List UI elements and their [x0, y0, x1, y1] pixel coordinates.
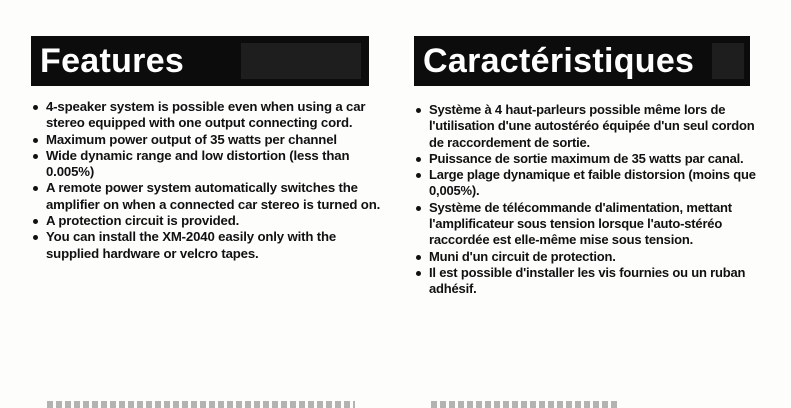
bullet-icon [416, 173, 421, 178]
list-item-text: Maximum power output of 35 watts per channel [46, 131, 337, 147]
bullet-icon [416, 108, 421, 113]
caracteristiques-heading-box [414, 36, 750, 86]
list-item [414, 200, 772, 249]
list-item [31, 229, 386, 262]
bullet-icon [33, 154, 38, 159]
bullet-icon [33, 219, 38, 224]
list-item-text: Il est possible d'installer les vis fournies ou un ruban adhésif. [429, 264, 746, 297]
bullet-icon [416, 271, 421, 276]
bullet-icon [416, 255, 421, 260]
list-item-text: Système de télécommande d'alimentation, mettant l'amplificateur sous tension lorsque l'auto-stéréo raccordée est elle-même mise sous tension. [429, 199, 732, 248]
list-item [31, 213, 386, 229]
list-item [31, 180, 386, 213]
list-item [31, 99, 386, 132]
bullet-icon [33, 186, 38, 191]
list-item-text: Wide dynamic range and low distortion (less than 0.005%) [46, 147, 350, 180]
list-item [414, 167, 772, 200]
list-item [414, 249, 772, 265]
list-item-text: Puissance de sortie maximum de 35 watts par canal. [429, 150, 744, 166]
caracteristiques-section [414, 36, 772, 298]
list-item-text: Large plage dynamique et faible distorsion (moins que 0,005%). [429, 167, 756, 199]
caracteristiques-heading: Caractéristiques [423, 41, 695, 80]
list-item-text: A protection circuit is provided. [46, 213, 240, 229]
bullet-icon [416, 206, 421, 211]
list-item [414, 151, 772, 167]
list-item-text: Muni d'un circuit de protection. [429, 248, 616, 264]
list-item [31, 148, 386, 181]
list-item-text: 4-speaker system is possible even when using a car stereo equipped with one output connecting cord. [46, 99, 366, 131]
cutoff-text-line [431, 401, 619, 408]
features-heading: Features [40, 41, 185, 80]
heading-remnant-decoration [712, 43, 744, 79]
bullet-icon [33, 138, 38, 143]
features-section [31, 36, 386, 262]
caracteristiques-list [414, 102, 772, 298]
features-list [31, 99, 386, 262]
list-item [414, 265, 772, 298]
features-heading-box [31, 36, 369, 86]
bullet-icon [33, 105, 38, 110]
heading-remnant-decoration [241, 43, 361, 79]
list-item-text: You can install the XM-2040 easily only with the supplied hardware or velcro tapes. [46, 229, 337, 261]
list-item-text: Système à 4 haut-parleurs possible même lors de l'utilisation d'une autostéréo équipée d'un seul cordon de raccordement de sortie. [429, 102, 755, 150]
list-item [414, 102, 772, 151]
bullet-icon [416, 157, 421, 162]
list-item-text: A remote power system automatically switches the amplifier on when a connected car stereo is turned on. [46, 180, 381, 212]
cutoff-text-line [47, 401, 355, 408]
bullet-icon [33, 235, 38, 240]
list-item [31, 132, 386, 148]
